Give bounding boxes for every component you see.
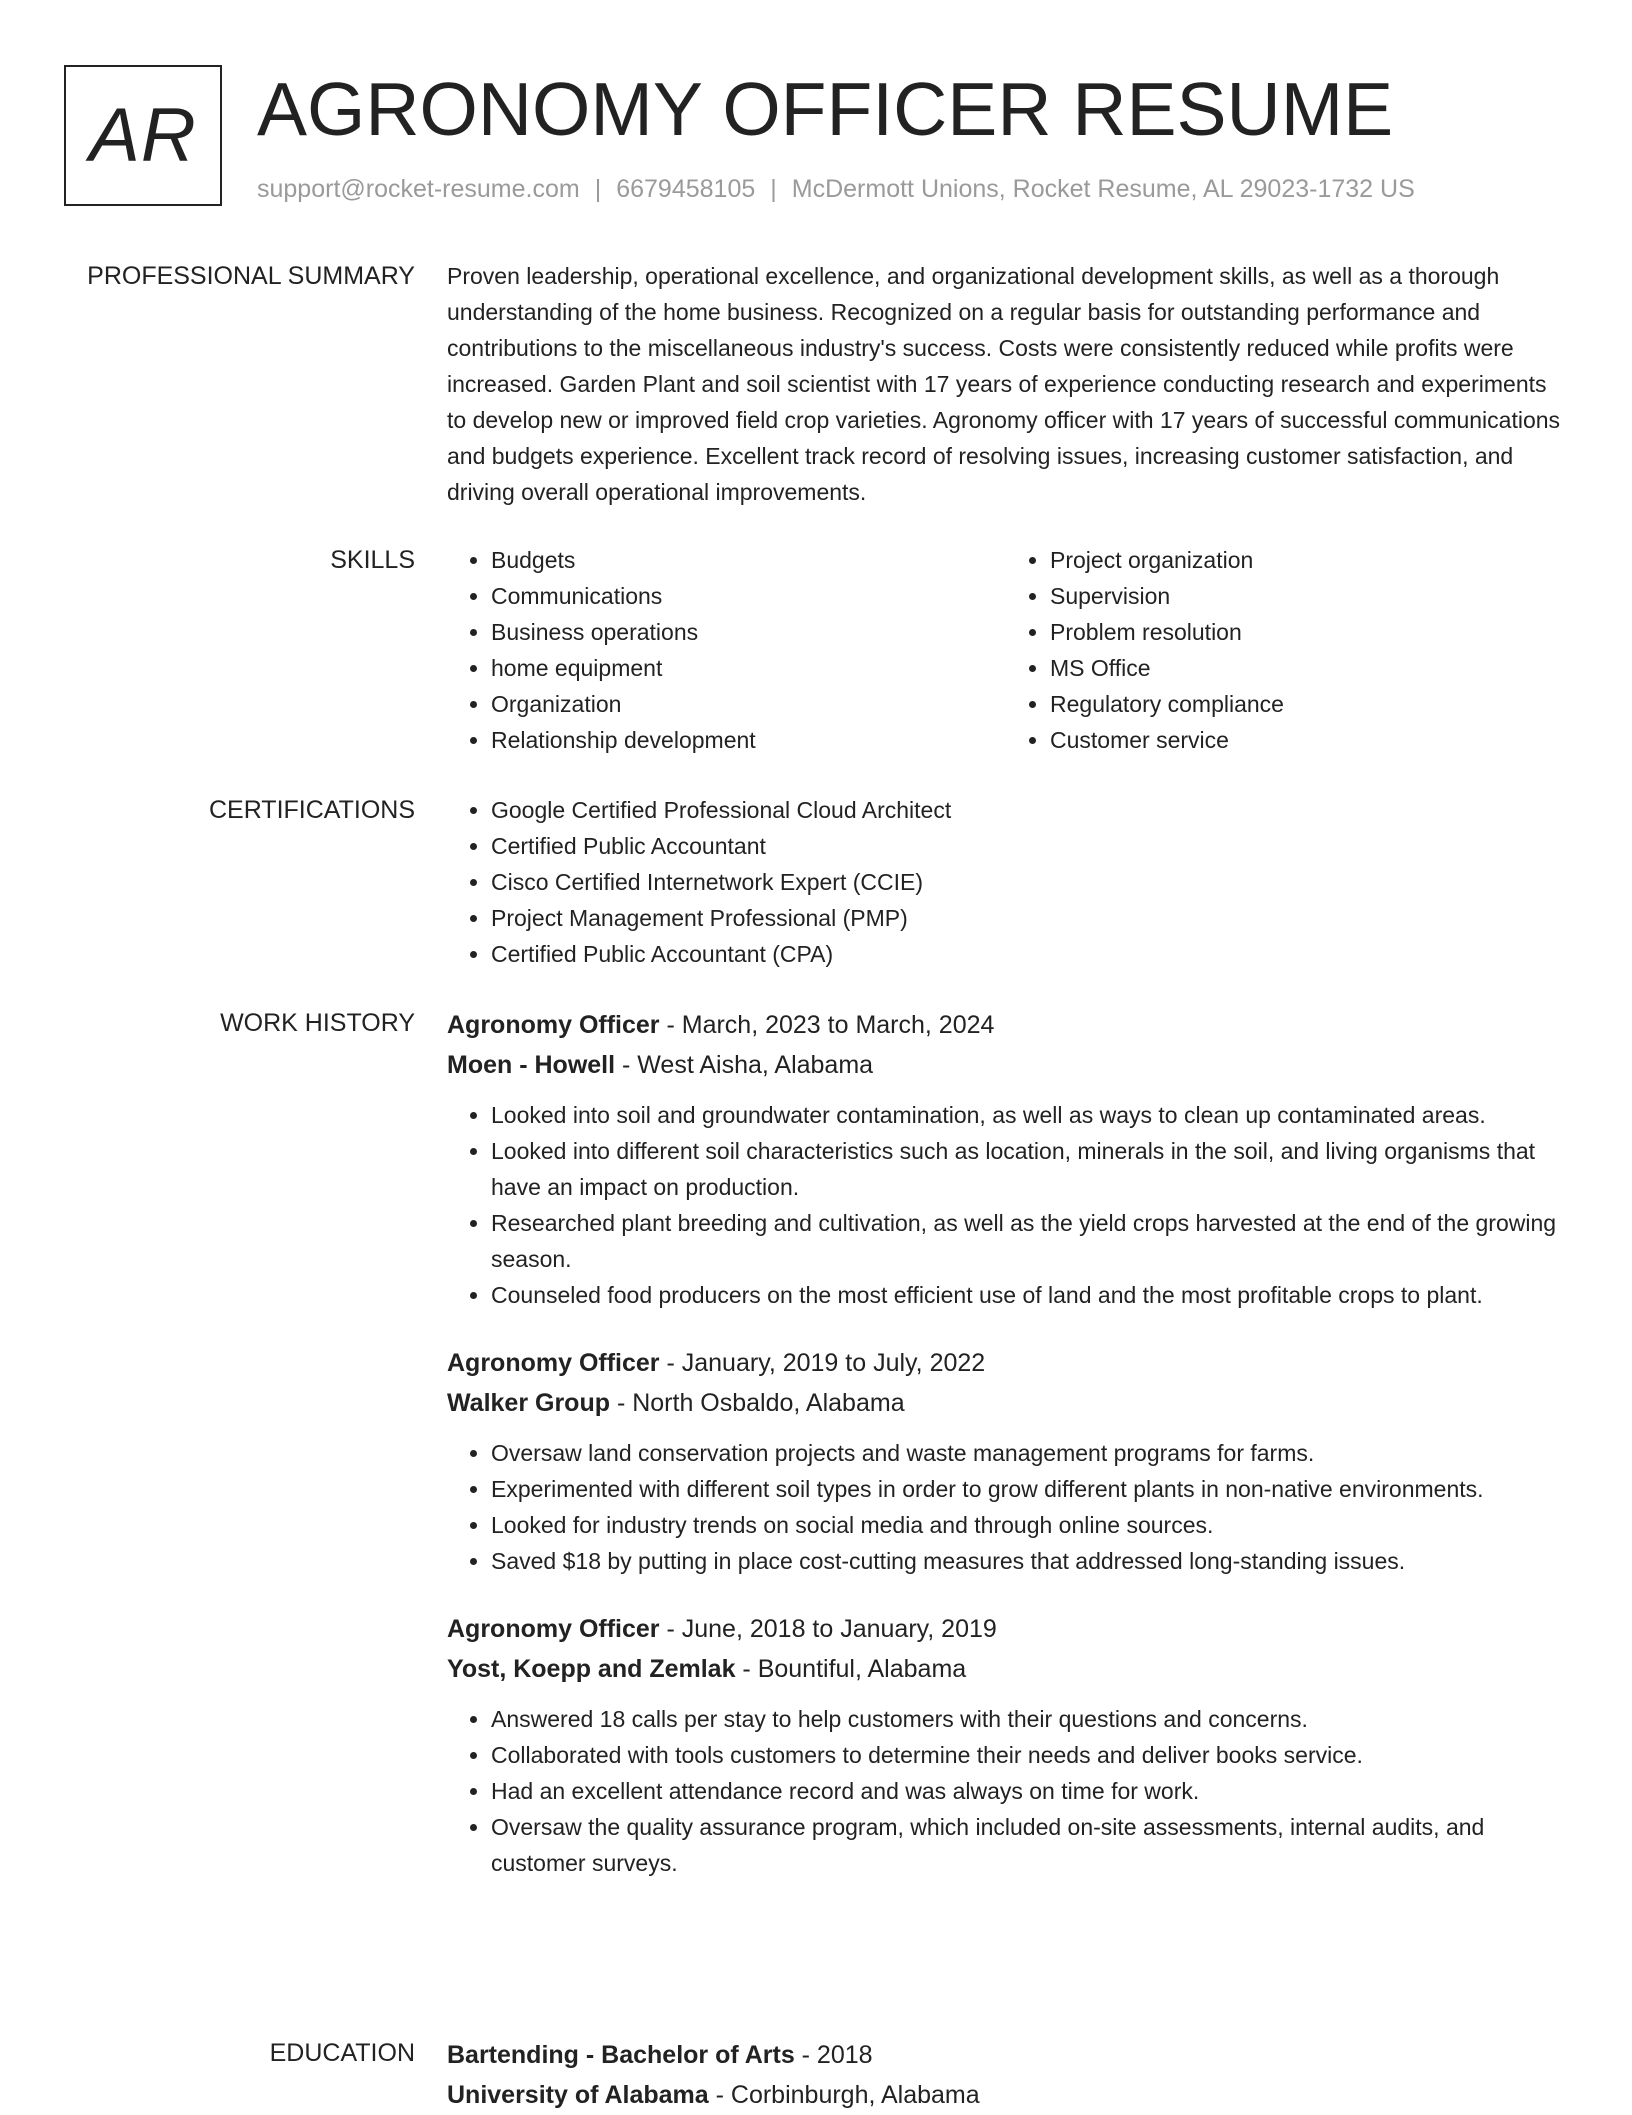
summary-body (447, 258, 1565, 510)
job-bullets (447, 1097, 1565, 1313)
skill-item: • Relationship development (491, 722, 1006, 758)
job-title-line (447, 1343, 1565, 1383)
certifications-body (447, 792, 1565, 972)
certification-item: • Certified Public Accountant (491, 828, 1565, 864)
section-label-work-history: WORK HISTORY (220, 1009, 415, 1037)
education-school: University of Alabama (447, 2081, 709, 2109)
section-label-skills: SKILLS (330, 546, 415, 574)
monogram-box (64, 65, 222, 206)
job-company-line (447, 1045, 1565, 1085)
job-company: Moen - Howell (447, 1051, 616, 1079)
resume-title: AGRONOMY OFFICER RESUME (257, 67, 1394, 151)
education-year: - 2018 (794, 2041, 873, 2069)
certification-item: • Certified Public Accountant (CPA) (491, 936, 1565, 972)
job-title-line (447, 1609, 1565, 1649)
job-bullet: • Saved $18 by putting in place cost-cutting measures that addressed long-standing issues. (491, 1543, 1565, 1579)
job-bullet: • Collaborated with tools customers to determine their needs and deliver books service. (491, 1737, 1565, 1773)
education-degree-line (447, 2035, 1565, 2075)
job-dates: - March, 2023 to March, 2024 (659, 1011, 995, 1039)
section-label-summary: PROFESSIONAL SUMMARY (87, 262, 415, 290)
job-bullets (447, 1435, 1565, 1579)
section-label-certifications: CERTIFICATIONS (208, 796, 415, 824)
contact-separator: | (770, 175, 777, 203)
job-bullet: • Looked into soil and groundwater contamination, as well as ways to clean up contaminated areas. (491, 1097, 1565, 1133)
certification-item: • Cisco Certified Internetwork Expert (CCIE) (491, 864, 1565, 900)
skill-item: • Customer service (1050, 722, 1565, 758)
certifications-list (447, 792, 1565, 972)
job-entry (447, 1609, 1565, 1881)
skill-item: • Budgets (491, 542, 1006, 578)
job-dates: - June, 2018 to January, 2019 (659, 1615, 997, 1643)
contact-phone[interactable]: 6679458105 (616, 175, 756, 203)
job-dates: - January, 2019 to July, 2022 (659, 1349, 986, 1377)
job-bullet: • Had an excellent attendance record and was always on time for work. (491, 1773, 1565, 1809)
job-bullet: • Looked for industry trends on social media and through online sources. (491, 1507, 1565, 1543)
job-bullet: • Researched plant breeding and cultivation, as well as the yield crops harvested at the end of the growing season. (491, 1205, 1565, 1277)
job-company: Yost, Koepp and Zemlak (447, 1655, 736, 1683)
resume-header (64, 65, 1564, 210)
section-label-education: EDUCATION (269, 2039, 415, 2067)
job-company-line (447, 1649, 1565, 1689)
job-bullet: • Experimented with different soil types in order to grow different plants in non-native environments. (491, 1471, 1565, 1507)
contact-line (257, 173, 1415, 205)
skill-item: • Regulatory compliance (1050, 686, 1565, 722)
job-entry (447, 1343, 1565, 1579)
summary-text: Proven leadership, operational excellence, and organizational development skills, as well as a thorough understanding of the home business. Recognized on a regular basis for outstanding performance and contributions to the miscellaneous industry's success. Costs were consistently reduced while profits were increased. Garden Plant and soil scientist with 17 years of experience conducting research and experiments to develop new or improved field crop varieties. Agronomy officer with 17 years of successful communications and budgets experience. Excellent track record of resolving issues, increasing customer satisfaction, and driving overall operational improvements. (447, 263, 1561, 505)
work-history-body (447, 1005, 1565, 1911)
job-location: - North Osbaldo, Alabama (610, 1389, 905, 1417)
job-bullet: • Counseled food producers on the most efficient use of land and the most profitable crops to plant. (491, 1277, 1565, 1313)
skills-list-left (447, 542, 1006, 758)
monogram-initials: AR (89, 92, 197, 178)
education-school-line (447, 2075, 1565, 2115)
job-entry (447, 1005, 1565, 1313)
job-bullets (447, 1701, 1565, 1881)
skill-item: • Project organization (1050, 542, 1565, 578)
job-title: Agronomy Officer (447, 1349, 660, 1377)
education-degree: Bartending - Bachelor of Arts (447, 2041, 795, 2069)
job-bullet: • Looked into different soil characteristics such as location, minerals in the soil, and living organisms that have an impact on production. (491, 1133, 1565, 1205)
contact-address: McDermott Unions, Rocket Resume, AL 29023-1732 US (791, 175, 1415, 203)
job-bullet: • Oversaw land conservation projects and waste management programs for farms. (491, 1435, 1565, 1471)
certification-item: • Project Management Professional (PMP) (491, 900, 1565, 936)
skills-body (447, 542, 1565, 758)
job-bullet: • Answered 18 calls per stay to help customers with their questions and concerns. (491, 1701, 1565, 1737)
skills-list-right (1006, 542, 1565, 758)
skill-item: • Supervision (1050, 578, 1565, 614)
skill-item: • Business operations (491, 614, 1006, 650)
job-bullet: • Oversaw the quality assurance program, which included on-site assessments, internal audits, and customer surveys. (491, 1809, 1565, 1881)
job-title-line (447, 1005, 1565, 1045)
skill-item: • home equipment (491, 650, 1006, 686)
education-location: - Corbinburgh, Alabama (708, 2081, 980, 2109)
job-title: Agronomy Officer (447, 1011, 660, 1039)
job-company: Walker Group (447, 1389, 610, 1417)
contact-separator: | (594, 175, 602, 203)
job-location: - Bountiful, Alabama (735, 1655, 967, 1683)
skill-item: • Organization (491, 686, 1006, 722)
job-location: - West Aisha, Alabama (615, 1051, 874, 1079)
skill-item: • MS Office (1050, 650, 1565, 686)
certification-item: • Google Certified Professional Cloud Architect (491, 792, 1565, 828)
skill-item: • Communications (491, 578, 1006, 614)
job-title: Agronomy Officer (447, 1615, 660, 1643)
job-company-line (447, 1383, 1565, 1423)
skill-item: • Problem resolution (1050, 614, 1565, 650)
contact-email[interactable]: support@rocket-resume.com (257, 175, 580, 203)
education-body (447, 2035, 1565, 2115)
